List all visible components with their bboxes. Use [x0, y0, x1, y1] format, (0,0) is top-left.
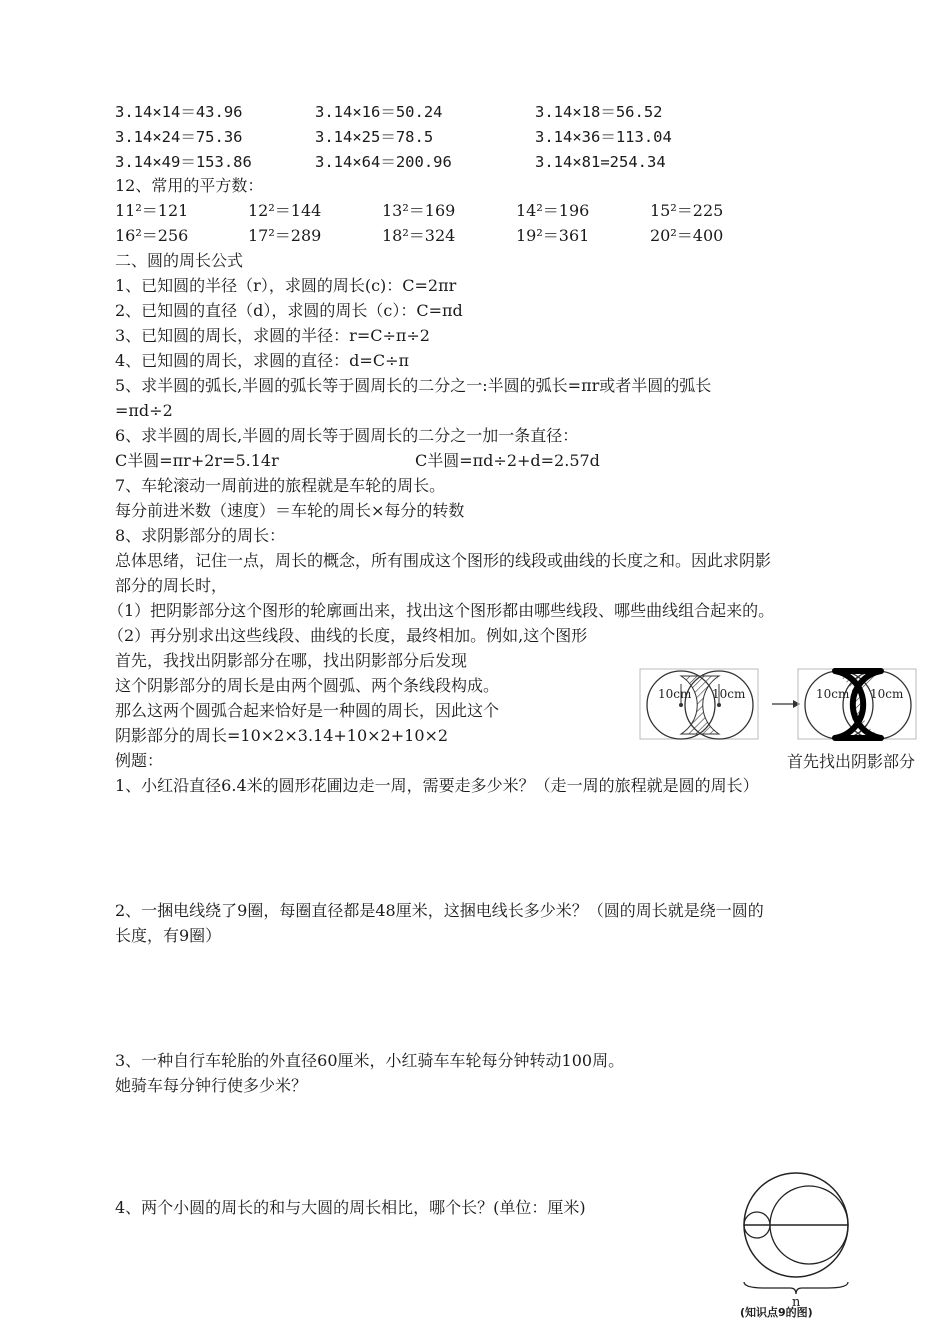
radius-label-right: 10cm — [712, 687, 746, 701]
svg-text:10cm: 10cm — [870, 687, 904, 701]
paragraph-line-7: 那么这两个圆弧合起来恰好是一种圆的周长，因此这个 — [115, 701, 500, 720]
product-1-3: 3.14×18＝56.52 — [535, 103, 663, 121]
product-1-1: 3.14×14＝43.96 — [115, 103, 243, 121]
figure-2-caption: (知识点9的图) — [740, 1306, 813, 1319]
paragraph-line-4: （2）再分别求出这些线段、曲线的长度，最终相加。例如,这个图形 — [108, 626, 588, 645]
svg-text:10cm: 10cm — [816, 687, 850, 701]
square-6: 16²＝256 — [115, 226, 189, 245]
square-5: 15²＝225 — [650, 201, 724, 220]
formula-6-right: C半圆=πd÷2+d=2.57d — [415, 451, 600, 470]
square-2: 12²＝144 — [248, 201, 322, 220]
circles-comparison-figure — [735, 1170, 860, 1310]
paragraph-line-1: 总体思绪，记住一点，周长的概念，所有围成这个图形的线段或曲线的长度之和。因此求阴影 — [115, 551, 772, 570]
square-1: 11²＝121 — [115, 201, 189, 220]
formula-6-left: C半圆=πr+2r=5.14r — [115, 451, 279, 470]
question-3: 3、一种自行车轮胎的外直径60厘米，小红骑车车轮每分钟转动100周。 — [115, 1051, 625, 1070]
formula-5: 5、求半圆的弧长,半圆的弧长等于圆周长的二分之一:半圆的弧长=πr或者半圆的弧长 — [115, 376, 712, 395]
figure-caption: 首先找出阴影部分 — [787, 752, 916, 771]
formula-5-cont: =πd÷2 — [115, 401, 173, 420]
square-7: 17²＝289 — [248, 226, 322, 245]
paragraph-line-3: （1）把阴影部分这个图形的轮廓画出来，找出这个图形都由哪些线段、哪些曲线组合起来的。 — [108, 601, 775, 620]
paragraph-line-6: 这个阴影部分的周长是由两个圆弧、两个条线段构成。 — [115, 676, 500, 695]
product-2-3: 3.14×36＝113.04 — [535, 128, 672, 146]
question-2-cont: 长度，有9圈） — [115, 926, 222, 945]
product-3-2: 3.14×64＝200.96 — [315, 153, 452, 171]
formula-1: 1、已知圆的半径（r），求圆的周长(c)：C=2πr — [115, 276, 457, 295]
square-9: 19²＝361 — [516, 226, 590, 245]
product-1-2: 3.14×16＝50.24 — [315, 103, 443, 121]
section-2-title: 二、圆的周长公式 — [115, 251, 244, 270]
figure-left-shaded-area — [681, 676, 719, 734]
paragraph-line-2: 部分的周长时， — [115, 576, 228, 595]
paragraph-line-8: 阴影部分的周长=10×2×3.14+10×2+10×2 — [115, 726, 449, 745]
square-10: 20²＝400 — [650, 226, 724, 245]
question-3-cont: 她骑车每分钟行使多少米？ — [115, 1076, 308, 1095]
square-8: 18²＝324 — [382, 226, 456, 245]
question-1: 1、小红沿直径6.4米的圆形花圃边走一周，需要走多少米？（走一周的旅程就是圆的周长） — [115, 776, 759, 795]
square-3: 13²＝169 — [382, 201, 456, 220]
formula-8: 8、求阴影部分的周长： — [115, 526, 286, 545]
brace — [744, 1282, 848, 1294]
paragraph-line-5: 首先，我找出阴影部分在哪，找出阴影部分后发现 — [115, 651, 468, 670]
radius-label-left: 10cm — [658, 687, 692, 701]
formula-2: 2、已知圆的直径（d），求圆的周长（c）：C=πd — [115, 301, 463, 320]
brace-label-n: n — [792, 1295, 801, 1310]
product-3-3: 3.14×81=254.34 — [535, 153, 666, 171]
shaded-region-figure — [638, 664, 938, 744]
squares-title: 12、常用的平方数： — [115, 176, 264, 195]
formula-7: 7、车轮滚动一周前进的旅程就是车轮的周长。 — [115, 476, 446, 495]
question-4: 4、两个小圆的周长的和与大圆的周长相比，哪个长？(单位：厘米) — [115, 1198, 586, 1217]
formula-3: 3、已知圆的周长，求圆的半径：r=C÷π÷2 — [115, 326, 430, 345]
product-3-1: 3.14×49＝153.86 — [115, 153, 252, 171]
examples-title: 例题： — [115, 751, 164, 770]
formula-6: 6、求半圆的周长,半圆的周长等于圆周长的二分之一加一条直径： — [115, 426, 579, 445]
formula-7-speed: 每分前进米数（速度）＝车轮的周长×每分的转数 — [115, 501, 465, 520]
product-2-1: 3.14×24＝75.36 — [115, 128, 243, 146]
square-4: 14²＝196 — [516, 201, 590, 220]
question-2: 2、一捆电线绕了9圈，每圈直径都是48厘米，这捆电线长多少米？（圆的周长就是绕一圆的 — [115, 901, 764, 920]
formula-4: 4、已知圆的周长，求圆的直径：d=C÷π — [115, 351, 409, 370]
product-2-2: 3.14×25＝78.5 — [315, 128, 434, 146]
